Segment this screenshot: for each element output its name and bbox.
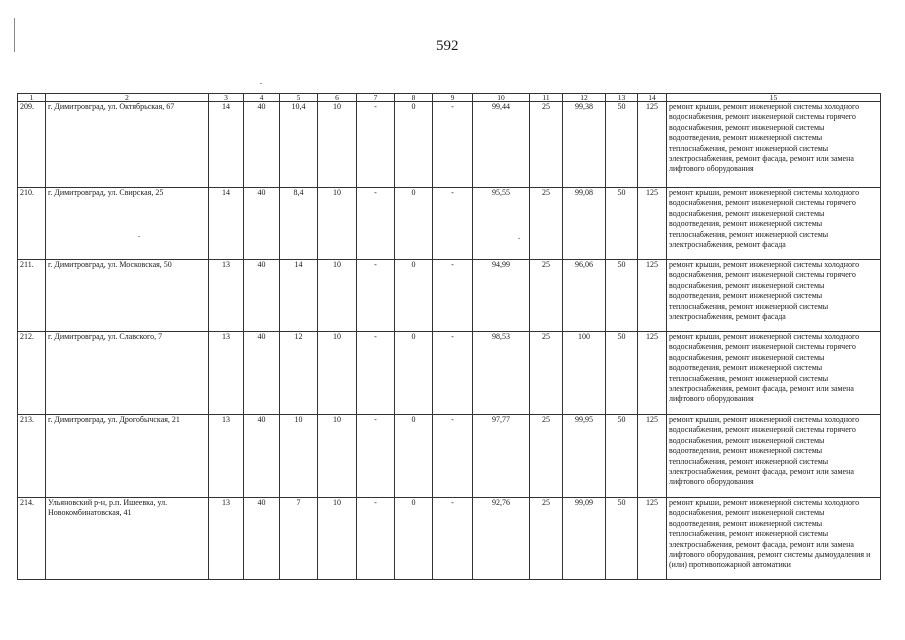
value-cell: 10 — [318, 415, 357, 498]
value-cell: 50 — [606, 498, 638, 580]
works-cell: ремонт крыши, ремонт инженерной системы холодного водоснабжения, ремонт инженерной системы горячего водоснабжения, ремонт инженерной системы водоотведения, ремонт инженерной системы теплоснабжения, ремонт инженерной системы электроснабжения, ремонт фасада — [667, 260, 881, 332]
value-cell: 50 — [606, 102, 638, 188]
value-cell: 14 — [209, 102, 244, 188]
page-number: 592 — [436, 38, 459, 54]
value-cell: 14 — [209, 188, 244, 260]
column-number: 12 — [563, 94, 606, 102]
column-number: 5 — [280, 94, 318, 102]
works-cell: ремонт крыши, ремонт инженерной системы холодного водоснабжения, ремонт инженерной системы горячего водоснабжения, ремонт инженерной системы водоотведения, ремонт инженерной системы теплоснабжения, ремонт инженерной системы электроснабжения, ремонт фасада, ремонт или замена лифтового оборудования — [667, 102, 881, 188]
value-cell: 50 — [606, 415, 638, 498]
table-row — [18, 102, 881, 188]
value-cell: - — [357, 260, 395, 332]
value-cell: 10 — [318, 498, 357, 580]
value-cell: 10 — [318, 260, 357, 332]
value-cell: 10 — [318, 188, 357, 260]
value-cell: 0 — [395, 332, 433, 415]
value-cell: 0 — [395, 188, 433, 260]
value-cell: - — [433, 260, 473, 332]
row-number: 211. — [18, 260, 46, 332]
table-row — [18, 415, 881, 498]
column-number: 1 — [18, 94, 46, 102]
value-cell: 94,99 — [473, 260, 530, 332]
value-cell: - — [433, 415, 473, 498]
value-cell: - — [433, 332, 473, 415]
row-number: 213. — [18, 415, 46, 498]
value-cell: 125 — [638, 415, 667, 498]
value-cell: 10,4 — [280, 102, 318, 188]
column-number: 7 — [357, 94, 395, 102]
column-number: 11 — [530, 94, 563, 102]
value-cell: - — [433, 498, 473, 580]
value-cell: 40 — [244, 260, 280, 332]
table-row — [18, 188, 881, 260]
value-cell: 10 — [318, 332, 357, 415]
value-cell: 13 — [209, 260, 244, 332]
scan-margin-line — [14, 18, 15, 52]
value-cell: 25 — [530, 415, 563, 498]
value-cell: 10 — [318, 102, 357, 188]
address-cell: г. Димитровград, ул. Московская, 50 — [46, 260, 209, 332]
value-cell: 40 — [244, 415, 280, 498]
table-row — [18, 498, 881, 580]
value-cell: - — [357, 188, 395, 260]
value-cell: 40 — [244, 332, 280, 415]
value-cell: 50 — [606, 260, 638, 332]
value-cell: 0 — [395, 260, 433, 332]
value-cell: 99,38 — [563, 102, 606, 188]
column-number: 2 — [46, 94, 209, 102]
value-cell: 25 — [530, 498, 563, 580]
value-cell: - — [357, 102, 395, 188]
works-cell: ремонт крыши, ремонт инженерной системы холодного водоснабжения, ремонт инженерной системы горячего водоснабжения, ремонт инженерной системы водоотведения, ремонт инженерной системы теплоснабжения, ремонт инженерной системы электроснабжения, ремонт фасада — [667, 188, 881, 260]
column-number: 13 — [606, 94, 638, 102]
value-cell: 97,77 — [473, 415, 530, 498]
value-cell: 0 — [395, 102, 433, 188]
value-cell: 125 — [638, 102, 667, 188]
row-number: 212. — [18, 332, 46, 415]
column-number: 10 — [473, 94, 530, 102]
value-cell: - — [357, 415, 395, 498]
column-number: 8 — [395, 94, 433, 102]
value-cell: 99,95 — [563, 415, 606, 498]
address-cell: г. Димитровград, ул. Дрогобычская, 21 — [46, 415, 209, 498]
address-cell: г. Димитровград, ул. Славского, 7 — [46, 332, 209, 415]
value-cell: 92,76 — [473, 498, 530, 580]
value-cell: 14 — [280, 260, 318, 332]
value-cell: 125 — [638, 332, 667, 415]
value-cell: 40 — [244, 102, 280, 188]
table-row — [18, 332, 881, 415]
works-cell: ремонт крыши, ремонт инженерной системы холодного водоснабжения, ремонт инженерной системы горячего водоснабжения, ремонт инженерной системы водоотведения, ремонт инженерной системы теплоснабжения, ремонт инженерной системы электроснабжения, ремонт фасада, ремонт или замена лифтового оборудования — [667, 332, 881, 415]
address-cell: Ульяновский р-н, р.п. Ишеевка, ул. Новокомбинатовская, 41 — [46, 498, 209, 580]
value-cell: 100 — [563, 332, 606, 415]
value-cell: 50 — [606, 332, 638, 415]
column-number: 3 — [209, 94, 244, 102]
value-cell: - — [357, 332, 395, 415]
column-number: 9 — [433, 94, 473, 102]
repair-program-table — [17, 93, 881, 580]
value-cell: 10 — [280, 415, 318, 498]
value-cell: 0 — [395, 415, 433, 498]
value-cell: 8,4 — [280, 188, 318, 260]
address-cell: г. Димитровград, ул. Свирская, 25 — [46, 188, 209, 260]
value-cell: 25 — [530, 102, 563, 188]
value-cell: - — [433, 102, 473, 188]
row-number: 214. — [18, 498, 46, 580]
value-cell: - — [433, 188, 473, 260]
value-cell: 7 — [280, 498, 318, 580]
column-number: 14 — [638, 94, 667, 102]
value-cell: - — [357, 498, 395, 580]
column-number: 6 — [318, 94, 357, 102]
scan-speck — [260, 83, 262, 84]
value-cell: 125 — [638, 498, 667, 580]
row-number: 209. — [18, 102, 46, 188]
value-cell: 40 — [244, 498, 280, 580]
column-number: 4 — [244, 94, 280, 102]
value-cell: 13 — [209, 332, 244, 415]
works-cell: ремонт крыши, ремонт инженерной системы холодного водоснабжения, ремонт инженерной системы водоотведения, ремонт инженерной системы теплоснабжения, ремонт инженерной системы электроснабжения, ремонт фасада, ремонт или замена лифтового оборудования, ремонт системы дымоудаления и (или) противопожарной автоматики — [667, 498, 881, 580]
value-cell: 96,06 — [563, 260, 606, 332]
value-cell: 125 — [638, 188, 667, 260]
value-cell: 25 — [530, 332, 563, 415]
works-cell: ремонт крыши, ремонт инженерной системы холодного водоснабжения, ремонт инженерной системы горячего водоснабжения, ремонт инженерной системы водоотведения, ремонт инженерной системы теплоснабжения, ремонт инженерной системы электроснабжения, ремонт фасада, ремонт или замена лифтового оборудования — [667, 415, 881, 498]
address-cell: г. Димитровград, ул. Октябрьская, 67 — [46, 102, 209, 188]
column-number-row — [18, 94, 881, 102]
value-cell: 125 — [638, 260, 667, 332]
value-cell: 13 — [209, 498, 244, 580]
value-cell: 50 — [606, 188, 638, 260]
column-number: 15 — [667, 94, 881, 102]
value-cell: 99,44 — [473, 102, 530, 188]
table-row — [18, 260, 881, 332]
value-cell: 40 — [244, 188, 280, 260]
value-cell: 12 — [280, 332, 318, 415]
row-number: 210. — [18, 188, 46, 260]
value-cell: 25 — [530, 260, 563, 332]
value-cell: 95,55 — [473, 188, 530, 260]
value-cell: 25 — [530, 188, 563, 260]
value-cell: 0 — [395, 498, 433, 580]
value-cell: 13 — [209, 415, 244, 498]
value-cell: 98,53 — [473, 332, 530, 415]
value-cell: 99,08 — [563, 188, 606, 260]
value-cell: 99,09 — [563, 498, 606, 580]
